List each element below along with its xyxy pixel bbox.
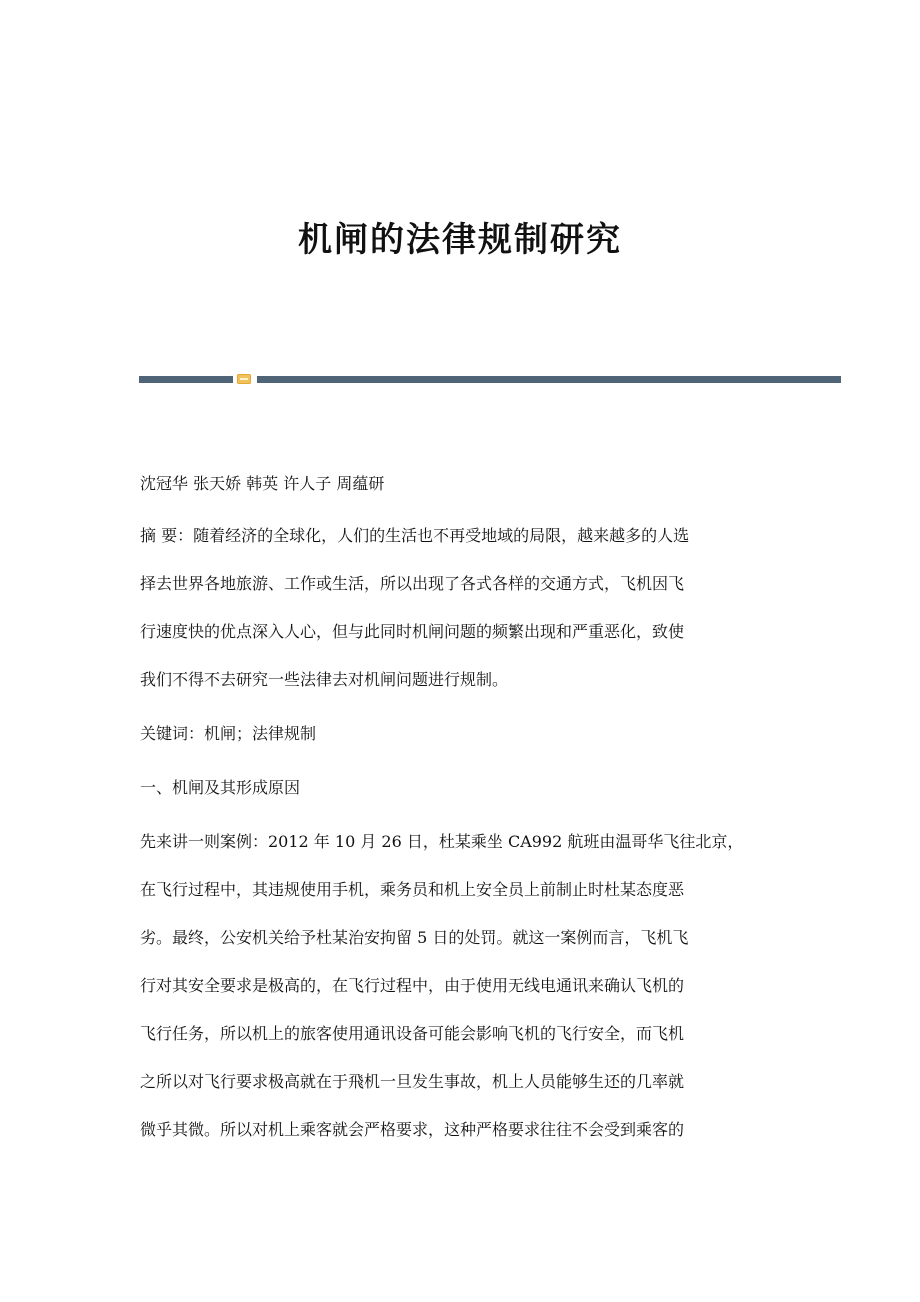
document-title: 机闸的法律规制研究 <box>298 220 622 260</box>
body-paragraph <box>140 828 780 1144</box>
title-divider <box>139 374 841 384</box>
author-list: 沈冠华 张天娇 韩英 许人子 周蕴研 <box>140 474 385 493</box>
divider-bar-right <box>257 376 841 383</box>
body-line: 劣。最终，公安机关给予杜某治安拘留 5 日的处罚。就这一案例而言，飞机飞 <box>140 928 689 947</box>
body-line: 先来讲一则案例：2012 年 10 月 26 日，杜某乘坐 CA992 航班由温哥华飞往北京， <box>140 832 744 851</box>
divider-bar-left <box>139 376 233 383</box>
abstract <box>140 522 780 694</box>
abstract-line: 摘 要：随着经济的全球化，人们的生活也不再受地域的局限，越来越多的人选 <box>140 526 690 545</box>
document-badge-icon <box>237 374 251 384</box>
body-line: 微乎其微。所以对机上乘客就会严格要求，这种严格要求往往不会受到乘客的 <box>140 1120 685 1139</box>
abstract-line: 我们不得不去研究一些法律去对机闸问题进行规制。 <box>140 670 509 689</box>
body-line: 在飞行过程中，其违规使用手机，乘务员和机上安全员上前制止时杜某态度恶 <box>140 880 685 899</box>
abstract-line: 行速度快的优点深入人心，但与此同时机闸问题的频繁出现和严重恶化，致使 <box>140 622 685 641</box>
document-body <box>140 470 780 1144</box>
keywords: 关键词：机闸；法律规制 <box>140 724 317 743</box>
section-heading: 一、机闸及其形成原因 <box>140 778 301 797</box>
abstract-line: 择去世界各地旅游、工作或生活，所以出现了各式各样的交通方式，飞机因飞 <box>140 574 685 593</box>
body-line: 之所以对飞行要求极高就在于飛机一旦发生事故，机上人员能够生还的几率就 <box>140 1072 685 1091</box>
body-line: 行对其安全要求是极高的，在飞行过程中，由于使用无线电通讯来确认飞机的 <box>140 976 685 995</box>
body-line: 飞行任务，所以机上的旅客使用通讯设备可能会影响飞机的飞行安全，而飞机 <box>140 1024 685 1043</box>
